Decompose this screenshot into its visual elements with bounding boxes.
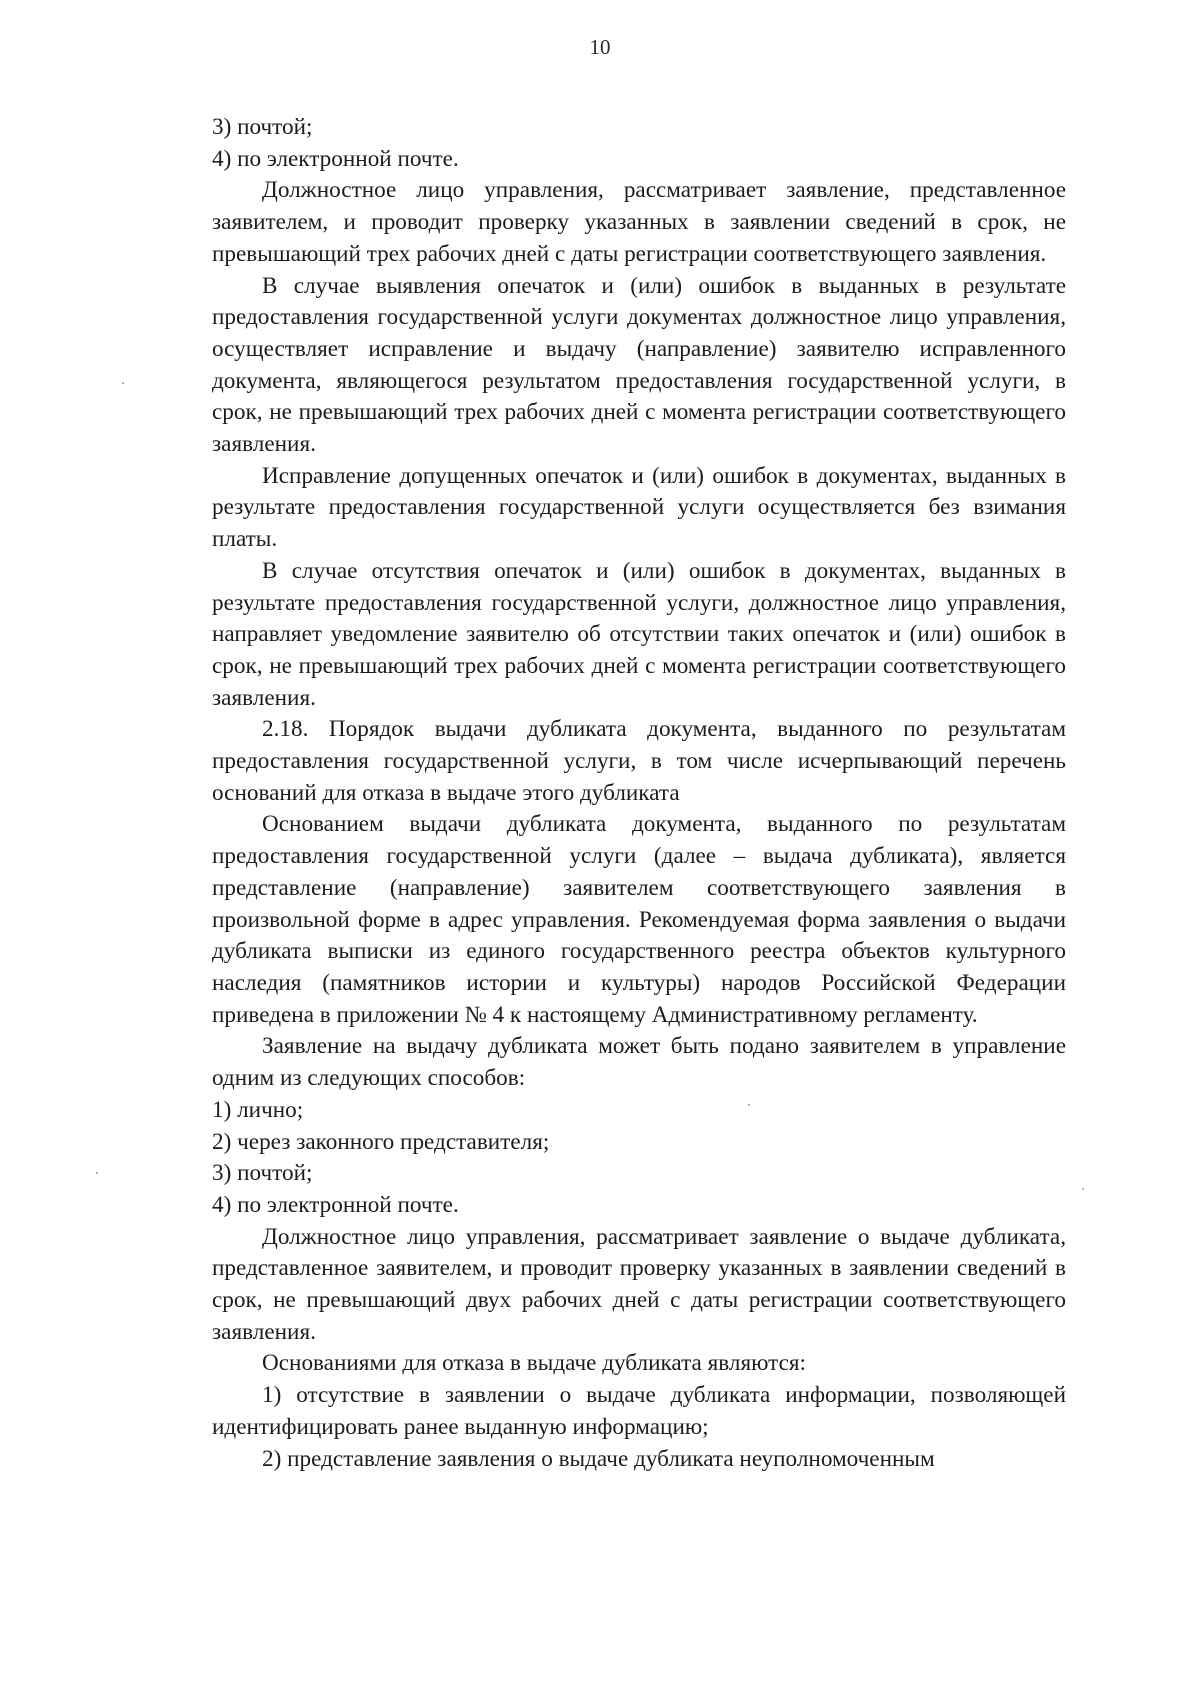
list-item: 3) почтой; <box>212 1160 313 1187</box>
scan-speck <box>122 382 124 384</box>
paragraph: Основанием выдачи дубликата документа, выданного по результатам предоставления государственной услуги (далее – выдача дубликата), является представление (направление) заявителем соответствующего заявления в произвольной форме в адрес управления. Рекомендуемая форма заявления о выдачи дубликата выписки из единого государственного реестра объектов культурного наследия (памятников истории и культуры) народов Российской Федерации приведена в приложении № 4 к настоящему Административному регламенту. <box>212 811 1066 1028</box>
paragraph: В случае отсутствия опечаток и (или) ошибок в документах, выданных в результате предоставления государственной услуги, должностное лицо управления, направляет уведомление заявителю об отсутствии таких опечаток и (или) ошибок в срок, не превышающий трех рабочих дней с момента регистрации соответствующего заявления. <box>212 557 1066 711</box>
list-item: 1) лично; <box>212 1096 304 1123</box>
list-item: 4) по электронной почте. <box>212 1191 459 1218</box>
scan-speck <box>1082 1188 1084 1190</box>
document-body <box>212 112 1066 1475</box>
paragraph: Заявление на выдачу дубликата может быть подано заявителем в управление одним из следующих способов: <box>212 1033 1066 1092</box>
scan-speck <box>96 1172 98 1174</box>
paragraph: 2) представление заявления о выдаче дубликата неуполномоченным <box>262 1445 935 1472</box>
page-number: 10 <box>589 35 611 59</box>
paragraph: Исправление допущенных опечаток и (или) ошибок в документах, выданных в результате предоставления государственной услуги осуществляется без взимания платы. <box>212 462 1066 553</box>
paragraph: 1) отсутствие в заявлении о выдаче дубликата информации, позволяющей идентифицировать ранее выданную информацию; <box>212 1382 1066 1440</box>
paragraph: В случае выявления опечаток и (или) ошибок в выданных в результате предоставления государственной услуги документах должностное лицо управления, осуществляет исправление и выдачу (направление) заявителю исправленного документа, являющегося результатом предоставления государственной услуги, в срок, не превышающий трех рабочих дней с момента регистрации соответствующего заявления. <box>212 272 1066 458</box>
paragraph: 2.18. Порядок выдачи дубликата документа, выданного по результатам предоставления государственной услуги, в том числе исчерпывающий перечень оснований для отказа в выдаче этого дубликата <box>212 716 1066 806</box>
paragraph: Должностное лицо управления, рассматривает заявление, представленное заявителем, и проводит проверку указанных в заявлении сведений в срок, не превышающий трех рабочих дней с даты регистрации соответствующего заявления. <box>212 177 1066 267</box>
paragraph: Основаниями для отказа в выдаче дубликата являются: <box>262 1350 806 1377</box>
list-item: 3) почтой; <box>212 114 313 140</box>
list-item: 2) через законного представителя; <box>212 1128 550 1155</box>
paragraph: Должностное лицо управления, рассматривает заявление о выдаче дубликата, представленное заявителем, и проводит проверку указанных в заявлении сведений в срок, не превышающий двух рабочих дней с даты регистрации соответствующего заявления. <box>212 1223 1066 1345</box>
list-item: 4) по электронной почте. <box>212 145 459 172</box>
scan-speck <box>748 1104 750 1106</box>
